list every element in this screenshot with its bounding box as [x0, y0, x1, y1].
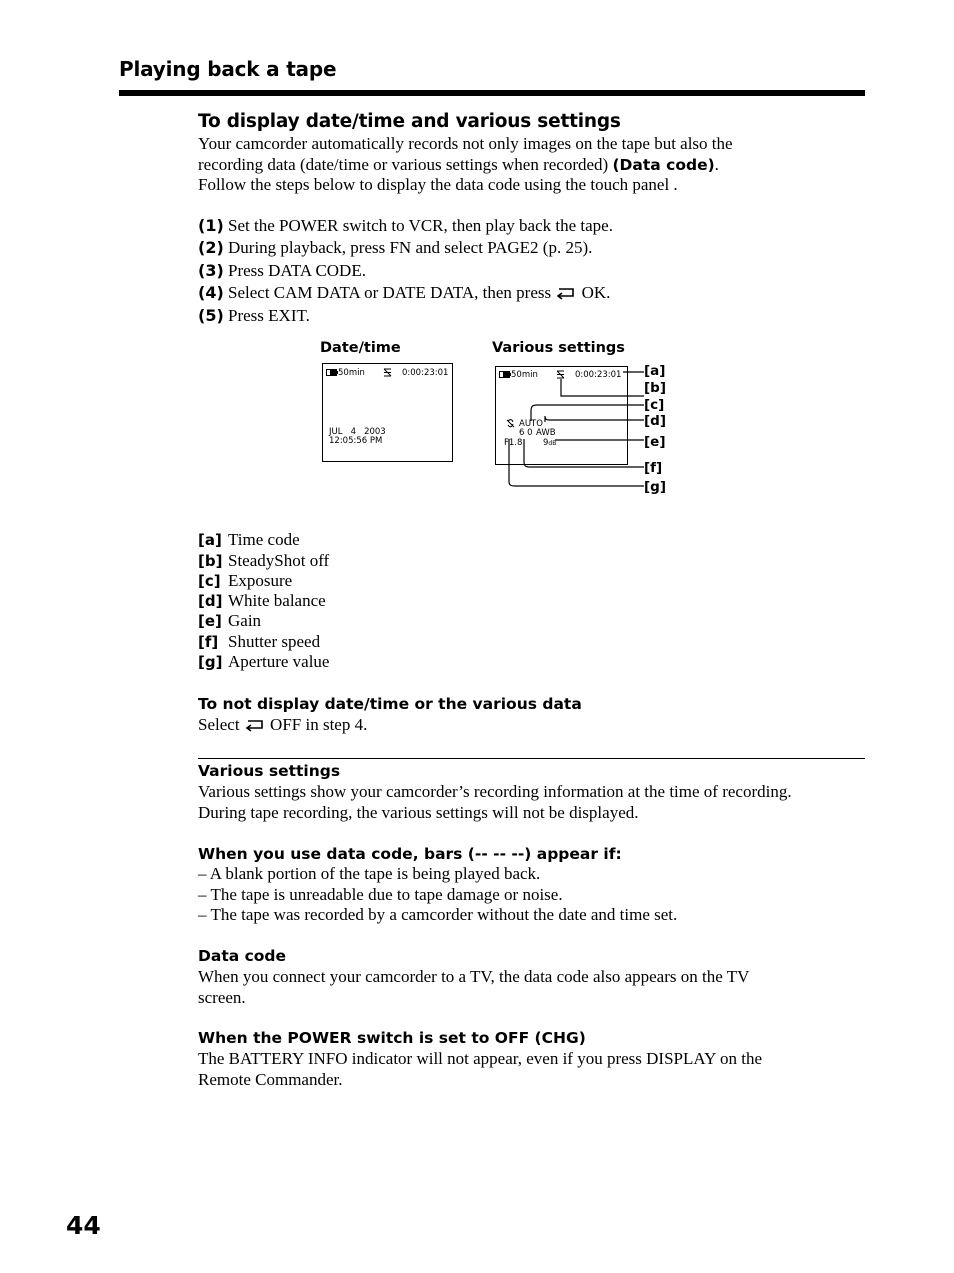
date-time-screen [322, 363, 453, 462]
step-5: (5) Press EXIT. [198, 306, 310, 325]
note-various-heading: Various settings [198, 762, 341, 780]
return-arrow-icon [555, 285, 577, 301]
notes-divider [198, 758, 865, 759]
battery-indicator: 50min [499, 370, 538, 380]
not-display-heading: To not display date/time or the various data [198, 695, 582, 713]
note-data-code-text: When you connect your camcorder to a TV, the data code also appears on the TV screen. [198, 967, 750, 1007]
note-bars-list [198, 864, 677, 926]
legend-item: [b] SteadyShot off [198, 551, 330, 570]
callout-lines [495, 366, 655, 496]
note-various-text: Various settings show your camcorder’s recording information at the time of recording. During tape recording, the various settings will not be displayed. [198, 782, 792, 822]
callout-d: [d] [644, 413, 667, 429]
recorded-date: JUL 4 2003 [329, 427, 386, 437]
shutter-speed-value: 6 0 [519, 428, 533, 438]
recorded-time: 12:05:56 PM [329, 436, 383, 446]
tape-icon [383, 368, 392, 377]
intro-paragraph [198, 134, 868, 196]
timecode: 0:00:23:01 [575, 370, 622, 380]
not-display-text: Select OFF in step 4. [198, 715, 368, 734]
callout-b: [b] [644, 380, 667, 396]
list-item: – The tape is unreadable due to tape damage or noise. [198, 884, 563, 904]
step-1: (1) Set the POWER switch to VCR, then play back the tape. [198, 216, 613, 235]
legend-item: [a] Time code [198, 530, 300, 549]
legend-item: [e] Gain [198, 611, 262, 630]
exposure-value: AUTO [519, 419, 543, 429]
return-arrow-icon [244, 717, 266, 733]
step-2: (2) During playback, press FN and select PAGE2 (p. 25). [198, 238, 593, 257]
various-settings-title: Various settings [492, 340, 625, 356]
battery-indicator: 50min [326, 368, 365, 378]
list-item: – A blank portion of the tape is being played back. [198, 864, 541, 883]
callout-g: [g] [644, 479, 667, 495]
section-title: Playing back a tape [119, 57, 337, 81]
list-item: – The tape was recorded by a camcorder without the date and time set. [198, 905, 678, 924]
legend-item: [f] Shutter speed [198, 632, 321, 651]
legend-item: [g] Aperture value [198, 652, 330, 671]
legend-item: [d] White balance [198, 591, 326, 610]
gain-value: 9dB [543, 438, 557, 448]
battery-icon [326, 369, 338, 376]
step-3: (3) Press DATA CODE. [198, 261, 366, 280]
white-balance-value: AWB [536, 428, 556, 438]
intro-line-1: Your camcorder automatically records not only images on the tape but also the [198, 134, 733, 153]
legend-item: [c] Exposure [198, 571, 293, 590]
callout-c: [c] [644, 397, 665, 413]
page-number: 44 [66, 1211, 101, 1240]
note-power-heading: When the POWER switch is set to OFF (CHG) [198, 1029, 586, 1047]
step-4: (4) Select CAM DATA or DATE DATA, then press OK. [198, 283, 611, 302]
callout-a: [a] [644, 363, 666, 379]
note-bars-heading: When you use data code, bars (-- -- --) appear if: [198, 845, 622, 863]
timecode: 0:00:23:01 [402, 368, 449, 378]
aperture-value: F1.8 [504, 438, 523, 448]
intro-line-3: Follow the steps below to display the data code using the touch panel . [198, 175, 678, 194]
callout-f: [f] [644, 460, 663, 476]
callout-e: [e] [644, 434, 666, 450]
data-code-term: (Data code) [612, 155, 715, 174]
date-time-title: Date/time [320, 340, 401, 356]
intro-line-2: recording data (date/time or various settings when recorded) (Data code). [198, 154, 719, 174]
main-heading: To display date/time and various settings [198, 111, 621, 132]
note-data-code-heading: Data code [198, 947, 287, 965]
note-power-text: The BATTERY INFO indicator will not appear, even if you press DISPLAY on the Remote Commander. [198, 1049, 763, 1089]
header-rule [119, 90, 865, 96]
